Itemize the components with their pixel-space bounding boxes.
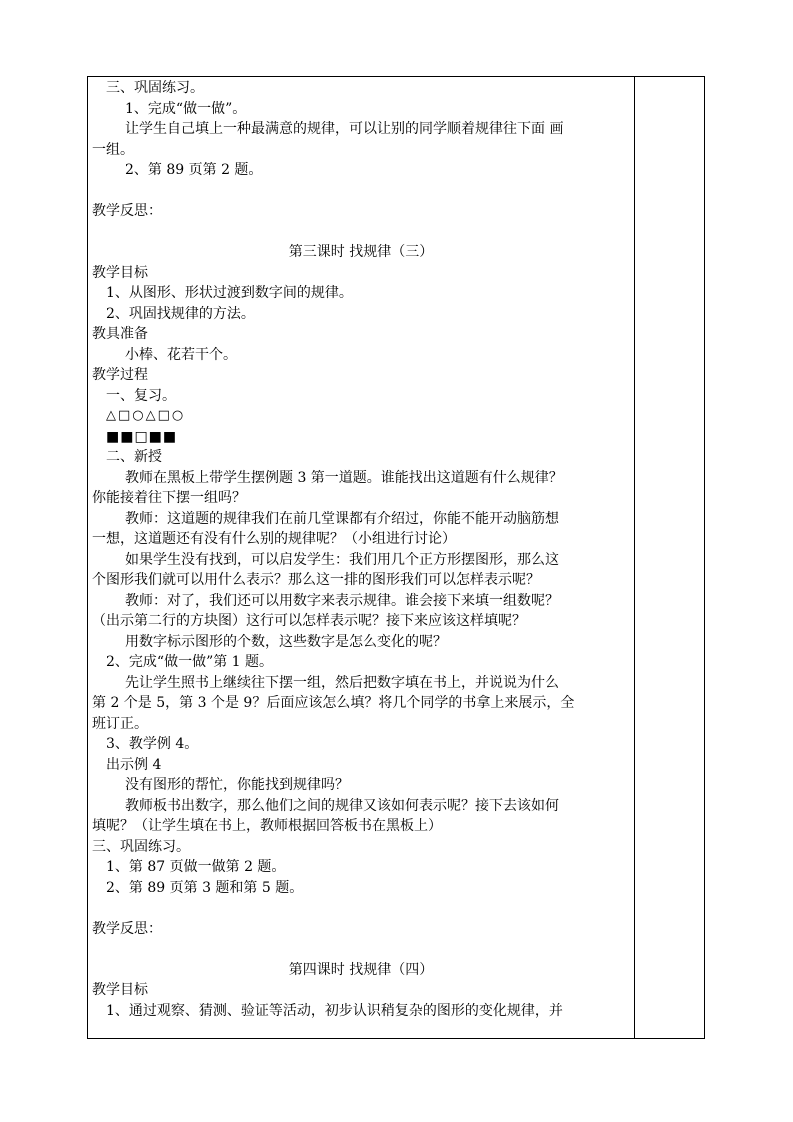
list-item: 2、第 89 页第 3 题和第 5 题。 — [106, 879, 304, 896]
paragraph-line: 让学生自己填上一种最满意的规律，可以让别的同学顺着规律往下面 画 — [125, 121, 564, 137]
list-item: 3、教学例 4。 — [106, 736, 199, 752]
sub-heading: 二、新授 — [106, 449, 162, 465]
paragraph-line: 第 2 个是 5，第 3 个是 9？后面应该怎么填？将几个同学的书拿上来展示，全 — [92, 695, 575, 711]
section-heading: 三、巩固练习。 — [106, 80, 204, 96]
sub-heading: 一、复习。 — [106, 387, 176, 404]
list-item: 2、巩固找规律的方法。 — [106, 305, 255, 322]
paragraph-line: 一组。 — [92, 141, 134, 158]
paragraph-line: 一想，这道题还有没有什么别的规律呢？（小组进行讨论） — [92, 531, 456, 547]
lesson-plan-content — [92, 78, 630, 1021]
list-item: 2、完成“做一做”第 1 题。 — [106, 654, 274, 670]
list-item: 1、通过观察、猜测、验证等活动，初步认识稍复杂的图形的变化规律，并 — [106, 1002, 563, 1019]
list-item: 2、第 89 页第 2 题。 — [125, 162, 263, 178]
section-heading: 教学目标 — [92, 982, 148, 998]
paragraph-line: 没有图形的帮忙，你能找到规律吗？ — [125, 777, 349, 793]
paragraph-line: 先让学生照书上继续往下摆一组，然后把数字填在书上，并说说为什么 — [125, 674, 559, 691]
blank-line — [92, 898, 630, 919]
paragraph-line: 个图形我们就可以用什么表示？那么这一排的图形我们可以怎样表示呢？ — [92, 572, 540, 588]
paragraph-line: （出示第二行的方块图）这行可以怎样表示呢？接下来应该这样填呢？ — [92, 613, 526, 629]
paragraph-line: 教师在黑板上带学生摆例题 3 第一道题。谁能找出这道题有什么规律？ — [125, 469, 563, 486]
paragraph-line: 教师：对了，我们还可以用数字来表示规律。谁会接下来填一组数呢？ — [125, 592, 559, 609]
table-column-divider — [634, 76, 635, 1039]
paragraph-line: 用数字标示图形的个数，这些数字是怎么变化的呢？ — [125, 633, 447, 650]
reflection-label: 教学反思： — [92, 920, 162, 937]
section-heading: 教具准备 — [92, 326, 148, 342]
paragraph-line: 教师板书出数字，那么他们之间的规律又该如何表示呢？接下去该如何 — [125, 797, 559, 814]
lesson-title: 第四课时 找规律（四） — [288, 961, 434, 978]
list-item: 1、第 87 页做一做第 2 题。 — [106, 859, 286, 875]
paragraph-line: 如果学生没有找到，可以启发学生：我们用几个正方形摆图形，那么这 — [125, 551, 559, 568]
list-item: 1、完成“做一做”。 — [125, 100, 247, 117]
paragraph-line: 小棒、花若干个。 — [125, 346, 237, 363]
lesson-title: 第三课时 找规律（三） — [288, 244, 434, 260]
paragraph-line: 班订正。 — [92, 715, 148, 732]
blank-line — [92, 181, 630, 202]
paragraph-line: 你能接着往下摆一组吗？ — [92, 490, 246, 506]
blank-line — [92, 222, 630, 243]
reflection-label: 教学反思： — [92, 203, 162, 219]
block-sequence: ■■□■■ — [106, 428, 178, 445]
paragraph-line: 出示例 4 — [106, 756, 162, 773]
paragraph-line: 教师：这道题的规律我们在前几堂课都有介绍过，你能不能开动脑筋想 — [125, 510, 559, 527]
section-heading: 教学过程 — [92, 367, 148, 383]
section-heading: 三、巩固练习。 — [92, 838, 190, 855]
paragraph-line: 填呢？（让学生填在书上，教师根据回答板书在黑板上） — [92, 818, 442, 834]
shape-sequence: △□○△□○ — [106, 408, 186, 423]
blank-line — [92, 939, 630, 960]
list-item: 1、从图形、形状过渡到数字间的规律。 — [106, 285, 353, 301]
section-heading: 教学目标 — [92, 264, 148, 281]
